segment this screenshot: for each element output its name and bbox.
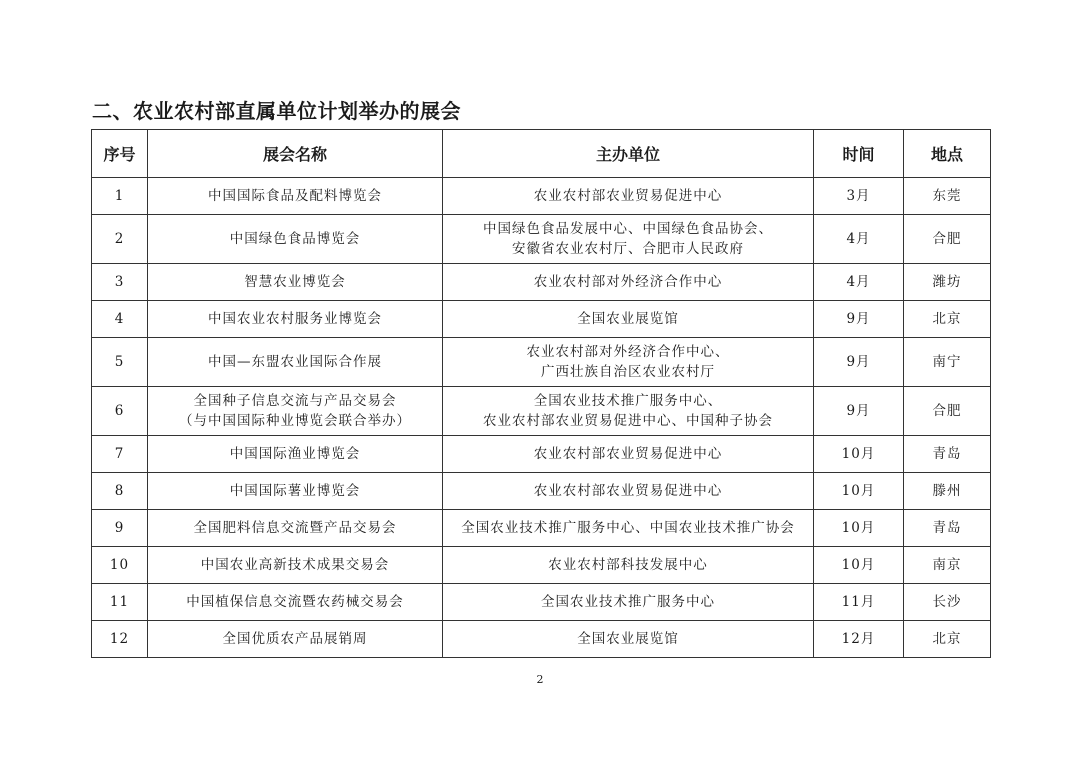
cell-index: 12 <box>92 621 148 658</box>
cell-name-line: 中国国际薯业博览会 <box>229 483 361 499</box>
cell-organizer <box>443 621 814 658</box>
cell-name <box>148 387 443 436</box>
cell-organizer <box>443 584 814 621</box>
table-row <box>92 215 991 264</box>
cell-organizer-line: 农业农村部农业贸易促进中心 <box>533 446 723 462</box>
table-row <box>92 338 991 387</box>
cell-time: 10月 <box>814 510 904 547</box>
cell-name <box>148 264 443 301</box>
header-index: 序号 <box>92 130 148 178</box>
table-row <box>92 301 991 338</box>
cell-time: 4月 <box>814 264 904 301</box>
cell-organizer <box>443 436 814 473</box>
table-row <box>92 473 991 510</box>
cell-organizer <box>443 510 814 547</box>
cell-time: 10月 <box>814 547 904 584</box>
table-row <box>92 621 991 658</box>
cell-name <box>148 215 443 264</box>
cell-location: 南京 <box>904 547 991 584</box>
cell-name-line: 智慧农业博览会 <box>244 274 346 290</box>
cell-name <box>148 473 443 510</box>
cell-time: 10月 <box>814 436 904 473</box>
table-row <box>92 584 991 621</box>
cell-name-line: （与中国国际种业博览会联合举办） <box>179 413 411 429</box>
cell-organizer-line: 农业农村部对外经济合作中心、 <box>526 344 730 360</box>
cell-time: 9月 <box>814 301 904 338</box>
cell-location: 潍坊 <box>904 264 991 301</box>
cell-name-line: 全国种子信息交流与产品交易会 <box>193 393 397 409</box>
cell-name-line: 中国农业农村服务业博览会 <box>208 311 382 327</box>
cell-name <box>148 338 443 387</box>
cell-organizer <box>443 301 814 338</box>
page-number: 2 <box>536 673 544 686</box>
cell-index: 6 <box>92 387 148 436</box>
cell-organizer-line: 农业农村部农业贸易促进中心、中国种子协会 <box>483 413 773 429</box>
table-body <box>92 178 991 658</box>
cell-location: 南宁 <box>904 338 991 387</box>
cell-index: 7 <box>92 436 148 473</box>
cell-name <box>148 621 443 658</box>
cell-time: 11月 <box>814 584 904 621</box>
cell-index: 9 <box>92 510 148 547</box>
table-row <box>92 178 991 215</box>
table-row <box>92 547 991 584</box>
cell-location: 合肥 <box>904 387 991 436</box>
cell-index: 4 <box>92 301 148 338</box>
header-time: 时间 <box>814 130 904 178</box>
cell-index: 3 <box>92 264 148 301</box>
cell-time: 12月 <box>814 621 904 658</box>
cell-name-line: 全国肥料信息交流暨产品交易会 <box>193 520 397 536</box>
header-organizer: 主办单位 <box>443 130 814 178</box>
cell-name-line: 中国国际渔业博览会 <box>229 446 361 462</box>
cell-organizer-line: 农业农村部农业贸易促进中心 <box>533 483 723 499</box>
cell-location: 长沙 <box>904 584 991 621</box>
cell-name <box>148 178 443 215</box>
cell-name-line: 中国农业高新技术成果交易会 <box>200 557 390 573</box>
cell-location: 东莞 <box>904 178 991 215</box>
cell-time: 4月 <box>814 215 904 264</box>
cell-organizer <box>443 264 814 301</box>
table-row <box>92 436 991 473</box>
cell-index: 1 <box>92 178 148 215</box>
cell-name-line: 全国优质农产品展销周 <box>222 631 368 647</box>
cell-name <box>148 547 443 584</box>
cell-index: 8 <box>92 473 148 510</box>
cell-organizer-line: 中国绿色食品发展中心、中国绿色食品协会、 <box>483 221 773 237</box>
section-title: 二、农业农村部直属单位计划举办的展会 <box>92 99 461 123</box>
cell-organizer-line: 农业农村部对外经济合作中心 <box>533 274 723 290</box>
cell-organizer-line: 全国农业技术推广服务中心、中国农业技术推广协会 <box>461 520 795 536</box>
cell-organizer-line: 农业农村部农业贸易促进中心 <box>533 188 723 204</box>
table-row <box>92 264 991 301</box>
cell-location: 滕州 <box>904 473 991 510</box>
cell-location: 北京 <box>904 621 991 658</box>
cell-organizer <box>443 178 814 215</box>
cell-name-line: 中国国际食品及配料博览会 <box>208 188 382 204</box>
cell-name-line: 中国—东盟农业国际合作展 <box>208 354 382 370</box>
cell-time: 9月 <box>814 338 904 387</box>
cell-name <box>148 301 443 338</box>
cell-index: 5 <box>92 338 148 387</box>
cell-location: 合肥 <box>904 215 991 264</box>
cell-organizer-line: 广西壮族自治区农业农村厅 <box>541 364 715 380</box>
cell-organizer-line: 全国农业展览馆 <box>577 631 679 647</box>
cell-organizer <box>443 338 814 387</box>
cell-organizer <box>443 473 814 510</box>
header-location: 地点 <box>904 130 991 178</box>
header-name: 展会名称 <box>148 130 443 178</box>
cell-name <box>148 510 443 547</box>
cell-time: 9月 <box>814 387 904 436</box>
cell-index: 11 <box>92 584 148 621</box>
cell-organizer <box>443 387 814 436</box>
cell-location: 青岛 <box>904 436 991 473</box>
cell-organizer <box>443 547 814 584</box>
cell-organizer-line: 农业农村部科技发展中心 <box>548 557 708 573</box>
cell-index: 10 <box>92 547 148 584</box>
exhibition-table <box>91 129 991 658</box>
cell-time: 3月 <box>814 178 904 215</box>
cell-organizer-line: 全国农业技术推广服务中心、 <box>533 393 723 409</box>
cell-name <box>148 584 443 621</box>
cell-organizer <box>443 215 814 264</box>
cell-name-line: 中国植保信息交流暨农药械交易会 <box>186 594 404 610</box>
cell-location: 北京 <box>904 301 991 338</box>
cell-organizer-line: 安徽省农业农村厅、合肥市人民政府 <box>512 241 744 257</box>
table-row <box>92 510 991 547</box>
cell-index: 2 <box>92 215 148 264</box>
cell-time: 10月 <box>814 473 904 510</box>
cell-name-line: 中国绿色食品博览会 <box>229 231 361 247</box>
table-header-row <box>92 130 991 178</box>
cell-name <box>148 436 443 473</box>
table-row <box>92 387 991 436</box>
cell-location: 青岛 <box>904 510 991 547</box>
cell-organizer-line: 全国农业展览馆 <box>577 311 679 327</box>
cell-organizer-line: 全国农业技术推广服务中心 <box>541 594 715 610</box>
